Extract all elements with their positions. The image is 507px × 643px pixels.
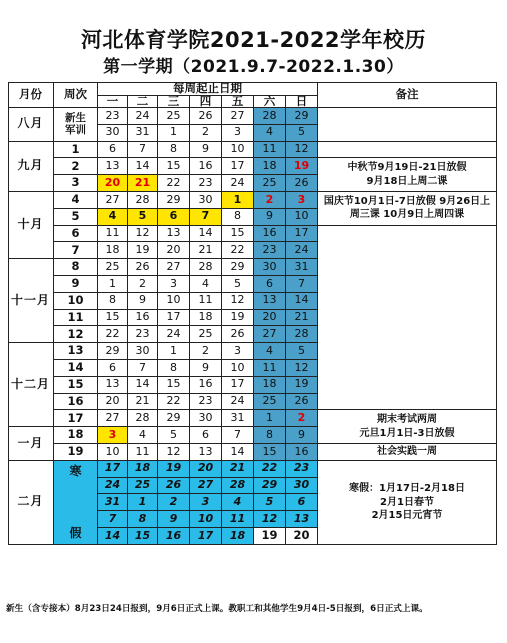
date-cell: 20 — [190, 461, 222, 478]
date-cell: 1 — [128, 494, 158, 511]
date-cell: 7 — [98, 511, 128, 528]
date-cell: 2 — [254, 192, 286, 209]
date-cell: 16 — [254, 226, 286, 243]
date-cell: 31 — [98, 494, 128, 511]
date-cell: 3 — [158, 276, 190, 293]
date-cell: 17 — [222, 377, 254, 394]
header-weekday: 六 — [254, 96, 286, 108]
date-cell: 27 — [158, 259, 190, 276]
date-cell: 30 — [190, 192, 222, 209]
date-cell: 17 — [190, 528, 222, 545]
date-cell: 13 — [158, 226, 190, 243]
date-cell: 9 — [254, 209, 286, 226]
date-cell: 5 — [286, 343, 318, 360]
date-cell: 28 — [222, 478, 254, 495]
date-cell: 16 — [190, 158, 222, 175]
date-cell: 30 — [190, 410, 222, 427]
remark-note: 社会实践一周 — [318, 444, 497, 461]
date-cell: 3 — [286, 192, 318, 209]
date-cell: 24 — [286, 242, 318, 259]
date-cell: 13 — [286, 511, 318, 528]
date-cell: 12 — [286, 142, 318, 159]
date-cell: 28 — [128, 410, 158, 427]
date-cell: 27 — [190, 478, 222, 495]
date-cell: 21 — [128, 394, 158, 411]
week-label: 新生 军训 — [54, 108, 98, 142]
week-number: 1 — [54, 142, 98, 159]
date-cell: 14 — [222, 444, 254, 461]
date-cell: 15 — [158, 377, 190, 394]
header-weekday: 五 — [222, 96, 254, 108]
date-cell: 10 — [98, 444, 128, 461]
date-cell: 11 — [254, 360, 286, 377]
date-cell: 1 — [222, 192, 254, 209]
date-cell: 19 — [128, 242, 158, 259]
date-cell: 11 — [190, 293, 222, 310]
date-cell: 18 — [190, 310, 222, 327]
date-cell: 6 — [98, 142, 128, 159]
date-cell: 30 — [98, 125, 128, 142]
date-cell: 4 — [190, 276, 222, 293]
date-cell: 26 — [190, 108, 222, 125]
date-cell: 5 — [158, 427, 190, 444]
date-cell: 24 — [98, 478, 128, 495]
date-cell: 3 — [98, 427, 128, 444]
date-cell: 23 — [286, 461, 318, 478]
header-weekday: 二 — [128, 96, 158, 108]
header-remarks: 备注 — [318, 82, 497, 108]
date-cell: 31 — [128, 125, 158, 142]
header-daily-range: 每周起止日期 — [98, 82, 318, 96]
date-cell: 10 — [222, 360, 254, 377]
date-cell: 25 — [254, 394, 286, 411]
date-cell: 26 — [128, 259, 158, 276]
date-cell: 12 — [254, 511, 286, 528]
week-number: 17 — [54, 410, 98, 427]
date-cell: 12 — [158, 444, 190, 461]
date-cell: 23 — [190, 175, 222, 192]
date-cell: 18 — [254, 158, 286, 175]
date-cell: 5 — [128, 209, 158, 226]
date-cell: 7 — [128, 360, 158, 377]
date-cell: 14 — [128, 377, 158, 394]
month-label: 十月 — [8, 192, 54, 259]
date-cell: 9 — [158, 511, 190, 528]
date-cell: 15 — [222, 226, 254, 243]
date-cell: 11 — [98, 226, 128, 243]
header-weekday: 三 — [158, 96, 190, 108]
date-cell: 16 — [190, 377, 222, 394]
date-cell: 26 — [222, 326, 254, 343]
remark-empty — [318, 108, 497, 142]
date-cell: 27 — [254, 326, 286, 343]
date-cell: 16 — [286, 444, 318, 461]
week-number: 15 — [54, 377, 98, 394]
date-cell: 1 — [98, 276, 128, 293]
date-cell: 6 — [190, 427, 222, 444]
date-cell: 25 — [190, 326, 222, 343]
month-label: 九月 — [8, 142, 54, 192]
month-label: 八月 — [8, 108, 54, 142]
date-cell: 3 — [222, 125, 254, 142]
header-weekday: 日 — [286, 96, 318, 108]
date-cell: 2 — [190, 343, 222, 360]
date-cell: 25 — [128, 478, 158, 495]
date-cell: 7 — [222, 427, 254, 444]
date-cell: 18 — [222, 528, 254, 545]
date-cell: 17 — [98, 461, 128, 478]
date-cell: 23 — [98, 108, 128, 125]
date-cell: 19 — [158, 461, 190, 478]
date-cell: 25 — [158, 108, 190, 125]
date-cell: 21 — [190, 242, 222, 259]
date-cell: 23 — [128, 326, 158, 343]
date-cell: 3 — [190, 494, 222, 511]
date-cell: 29 — [222, 259, 254, 276]
date-cell: 13 — [98, 158, 128, 175]
date-cell: 26 — [286, 175, 318, 192]
week-number: 16 — [54, 394, 98, 411]
date-cell: 22 — [222, 242, 254, 259]
date-cell: 6 — [286, 494, 318, 511]
date-cell: 24 — [158, 326, 190, 343]
date-cell: 17 — [158, 310, 190, 327]
date-cell: 29 — [158, 410, 190, 427]
date-cell: 22 — [158, 394, 190, 411]
date-cell: 15 — [158, 158, 190, 175]
date-cell: 4 — [254, 343, 286, 360]
date-cell: 7 — [286, 276, 318, 293]
date-cell: 5 — [254, 494, 286, 511]
date-cell: 25 — [254, 175, 286, 192]
week-number: 3 — [54, 175, 98, 192]
week-number: 19 — [54, 444, 98, 461]
date-cell: 18 — [128, 461, 158, 478]
date-cell: 27 — [222, 108, 254, 125]
date-cell: 19 — [286, 158, 318, 175]
week-number: 9 — [54, 276, 98, 293]
date-cell: 5 — [222, 276, 254, 293]
date-cell: 28 — [190, 259, 222, 276]
date-cell: 20 — [158, 242, 190, 259]
date-cell: 8 — [98, 293, 128, 310]
date-cell: 27 — [98, 192, 128, 209]
date-cell: 20 — [254, 310, 286, 327]
week-number: 12 — [54, 326, 98, 343]
date-cell: 24 — [128, 108, 158, 125]
date-cell: 9 — [286, 427, 318, 444]
date-cell: 21 — [286, 310, 318, 327]
week-number: 8 — [54, 259, 98, 276]
date-cell: 30 — [128, 343, 158, 360]
date-cell: 26 — [286, 394, 318, 411]
week-number: 4 — [54, 192, 98, 209]
date-cell: 15 — [254, 444, 286, 461]
date-cell: 4 — [254, 125, 286, 142]
date-cell: 11 — [222, 511, 254, 528]
date-cell: 8 — [254, 427, 286, 444]
month-label: 二月 — [8, 461, 54, 545]
date-cell: 16 — [158, 528, 190, 545]
date-cell: 21 — [128, 175, 158, 192]
week-number: 13 — [54, 343, 98, 360]
date-cell: 10 — [190, 511, 222, 528]
date-cell: 18 — [254, 377, 286, 394]
date-cell: 12 — [128, 226, 158, 243]
footer-note: 新生（含专接本）8月23日24日报到，9月6日正式上课。教职工和其他学生9月4日-5日报到，6日正式上课。 — [6, 604, 428, 614]
date-cell: 28 — [286, 326, 318, 343]
date-cell: 17 — [222, 158, 254, 175]
date-cell: 30 — [254, 259, 286, 276]
month-label: 十一月 — [8, 259, 54, 343]
week-number: 5 — [54, 209, 98, 226]
date-cell: 28 — [128, 192, 158, 209]
date-cell: 12 — [286, 360, 318, 377]
date-cell: 10 — [222, 142, 254, 159]
remark-note: 国庆节10月1日-7日放假 9月26日上周三课 10月9日上周四课 — [318, 192, 497, 226]
week-number: 7 — [54, 242, 98, 259]
date-cell: 14 — [128, 158, 158, 175]
date-cell: 15 — [98, 310, 128, 327]
vacation-label: 寒 假 — [54, 461, 98, 545]
week-number: 18 — [54, 427, 98, 444]
date-cell: 22 — [254, 461, 286, 478]
date-cell: 23 — [190, 394, 222, 411]
date-cell: 14 — [98, 528, 128, 545]
date-cell: 28 — [254, 108, 286, 125]
date-cell: 29 — [98, 343, 128, 360]
month-label: 十二月 — [8, 343, 54, 427]
date-cell: 9 — [190, 360, 222, 377]
date-cell: 7 — [128, 142, 158, 159]
week-number: 11 — [54, 310, 98, 327]
date-cell: 22 — [98, 326, 128, 343]
date-cell: 21 — [222, 461, 254, 478]
date-cell: 29 — [254, 478, 286, 495]
date-cell: 30 — [286, 478, 318, 495]
date-cell: 11 — [128, 444, 158, 461]
date-cell: 16 — [128, 310, 158, 327]
date-cell: 2 — [190, 125, 222, 142]
date-cell: 15 — [128, 528, 158, 545]
page-subtitle: 第一学期（2021.9.7-2022.1.30） — [103, 57, 404, 77]
date-cell: 14 — [190, 226, 222, 243]
date-cell: 31 — [286, 259, 318, 276]
date-cell: 2 — [158, 494, 190, 511]
date-cell: 4 — [98, 209, 128, 226]
date-cell: 2 — [286, 410, 318, 427]
date-cell: 11 — [254, 142, 286, 159]
date-cell: 2 — [128, 276, 158, 293]
date-cell: 6 — [254, 276, 286, 293]
date-cell: 29 — [158, 192, 190, 209]
remark-empty — [318, 142, 497, 159]
date-cell: 14 — [286, 293, 318, 310]
date-cell: 18 — [98, 242, 128, 259]
date-cell: 8 — [222, 209, 254, 226]
date-cell: 13 — [190, 444, 222, 461]
date-cell: 24 — [222, 175, 254, 192]
date-cell: 17 — [286, 226, 318, 243]
date-cell: 25 — [98, 259, 128, 276]
date-cell: 1 — [254, 410, 286, 427]
date-cell: 20 — [98, 175, 128, 192]
date-cell: 1 — [158, 343, 190, 360]
date-cell: 20 — [286, 528, 318, 545]
remark-note: 中秋节9月19日-21日放假 9月18日上周二课 — [318, 158, 497, 192]
header-month: 月份 — [8, 82, 54, 108]
remark-empty — [318, 226, 497, 411]
remark-note: 寒假：1月17日-2月18日 2月1日春节 2月15日元宵节 — [318, 461, 497, 545]
header-week: 周次 — [54, 82, 98, 108]
date-cell: 29 — [286, 108, 318, 125]
date-cell: 5 — [286, 125, 318, 142]
date-cell: 4 — [222, 494, 254, 511]
page-title: 河北体育学院2021-2022学年校历 — [80, 28, 427, 52]
week-number: 2 — [54, 158, 98, 175]
month-label: 一月 — [8, 427, 54, 461]
week-number: 14 — [54, 360, 98, 377]
date-cell: 12 — [222, 293, 254, 310]
date-cell: 19 — [254, 528, 286, 545]
date-cell: 10 — [286, 209, 318, 226]
date-cell: 7 — [190, 209, 222, 226]
date-cell: 8 — [128, 511, 158, 528]
date-cell: 10 — [158, 293, 190, 310]
header-weekday: 一 — [98, 96, 128, 108]
date-cell: 13 — [254, 293, 286, 310]
date-cell: 8 — [158, 142, 190, 159]
date-cell: 9 — [190, 142, 222, 159]
date-cell: 9 — [128, 293, 158, 310]
date-cell: 6 — [98, 360, 128, 377]
date-cell: 20 — [98, 394, 128, 411]
week-number: 10 — [54, 293, 98, 310]
date-cell: 4 — [128, 427, 158, 444]
date-cell: 19 — [222, 310, 254, 327]
date-cell: 6 — [158, 209, 190, 226]
date-cell: 19 — [286, 377, 318, 394]
date-cell: 8 — [158, 360, 190, 377]
date-cell: 1 — [158, 125, 190, 142]
date-cell: 26 — [158, 478, 190, 495]
date-cell: 31 — [222, 410, 254, 427]
date-cell: 27 — [98, 410, 128, 427]
header-weekday: 四 — [190, 96, 222, 108]
week-number: 6 — [54, 226, 98, 243]
date-cell: 23 — [254, 242, 286, 259]
date-cell: 22 — [158, 175, 190, 192]
remark-note: 期末考试两周 元旦1月1日-3日放假 — [318, 410, 497, 444]
date-cell: 3 — [222, 343, 254, 360]
date-cell: 13 — [98, 377, 128, 394]
date-cell: 24 — [222, 394, 254, 411]
